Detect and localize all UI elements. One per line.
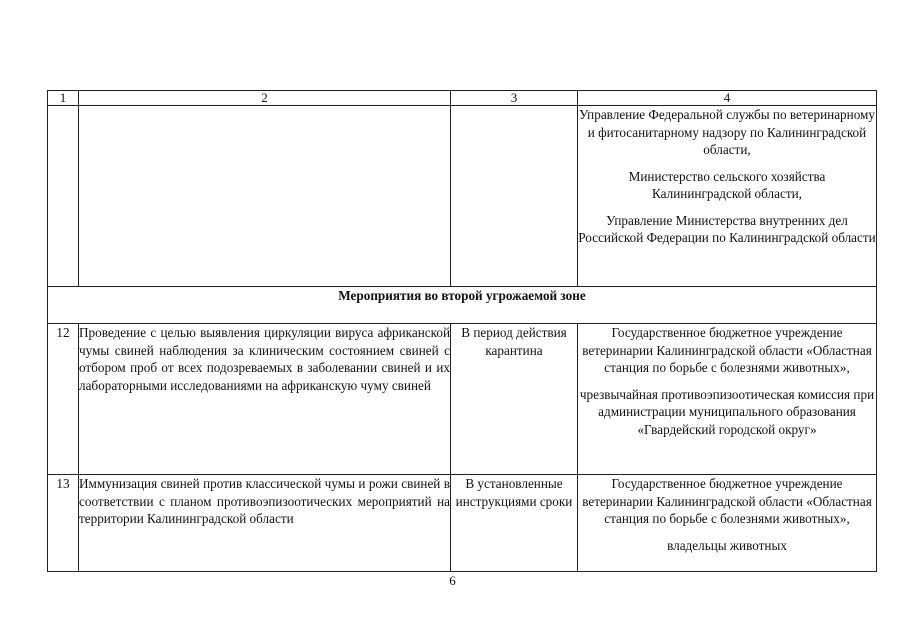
section-title: Мероприятия во второй угрожаемой зоне — [48, 287, 877, 324]
row-responsible — [578, 324, 877, 475]
continued-desc-cell — [79, 106, 451, 287]
responsible-entry: Государственное бюджетное учреждение ветеринарии Калининградской области «Областная станция по борьбе с болезнями животных», — [582, 325, 872, 375]
responsible-entry: чрезвычайная противоэпизоотическая комиссия при администрации муниципального образования «Гвардейский городской округ» — [579, 386, 875, 437]
continued-responsible-cell — [578, 106, 877, 287]
row-description: Проведение с целью выявления циркуляции вируса африканской чумы свиней наблюдения за клиническим состоянием свиней с отбором проб от всех подозреваемых в заболевании свиней и их лабораторными исследованиями на африканскую чуму свиней — [79, 324, 451, 475]
row-period: В период действия карантина — [451, 324, 578, 475]
header-col-1: 1 — [48, 91, 79, 106]
responsible-entry: Министерство сельского хозяйства Калининградской области, — [628, 168, 826, 201]
row-responsible — [578, 475, 877, 572]
responsible-entry: владельцы животных — [667, 537, 787, 553]
continued-period-cell — [451, 106, 578, 287]
row-number: 12 — [48, 324, 79, 475]
header-col-3: 3 — [451, 91, 578, 106]
responsible-entry: Управление Министерства внутренних дел Российской Федерации по Калининградской области — [578, 212, 876, 245]
section-row — [48, 287, 877, 324]
responsible-entry: Управление Федеральной службы по ветеринарному и фитосанитарному надзору по Калининградской области, — [579, 107, 875, 157]
continued-num-cell — [48, 106, 79, 287]
responsible-entry: Государственное бюджетное учреждение ветеринарии Калининградской области «Областная станция по борьбе с болезнями животных», — [582, 476, 872, 526]
header-col-4: 4 — [578, 91, 877, 106]
table-row — [48, 475, 877, 572]
header-row — [48, 91, 877, 106]
row-number: 13 — [48, 475, 79, 572]
continued-row — [48, 106, 877, 287]
header-col-2: 2 — [79, 91, 451, 106]
table-row — [48, 324, 877, 475]
row-description: Иммунизация свиней против классической чумы и рожи свиней в соответствии с планом противоэпизоотических мероприятий на территории Калининградской области — [79, 475, 451, 572]
measures-table — [47, 90, 877, 572]
page-number: 6 — [449, 573, 456, 588]
row-period: В установленные инструкциями сроки — [451, 475, 578, 572]
